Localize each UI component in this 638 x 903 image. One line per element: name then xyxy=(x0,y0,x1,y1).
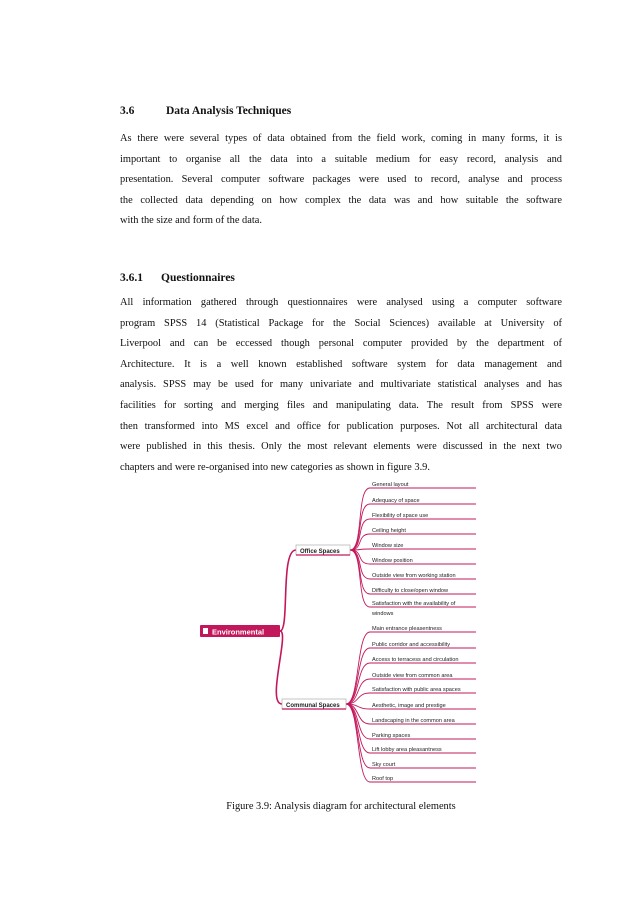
branch-connector xyxy=(276,631,282,704)
item-connector xyxy=(350,550,370,564)
paragraph-line: analysis. SPSS may be used for many univariate and multivariate statistical analyses and has xyxy=(120,379,562,391)
section-title: Data Analysis Techniques xyxy=(166,105,292,117)
item-connector xyxy=(346,648,370,704)
item-label: Difficulty to close/open window xyxy=(372,588,449,594)
mind-map-figure xyxy=(200,478,488,784)
item-label: Satisfaction with the availability of xyxy=(372,601,456,607)
item-label: Main entrance pleasentness xyxy=(372,626,442,632)
item-label: Roof top xyxy=(372,776,394,782)
item-connector xyxy=(350,488,370,550)
item-label: Window size xyxy=(372,543,404,549)
paragraph-line: chapters and were re-organised into new categories as shown in figure 3.9. xyxy=(120,461,430,473)
section-number: 3.6 xyxy=(120,105,135,117)
paragraph-line: program SPSS 14 (Statistical Package for the Social Sciences) available at University of xyxy=(120,317,562,329)
paragraph-line: Liverpool and can be eccessed though personal computer provided by the department of xyxy=(120,338,562,350)
branch-communal xyxy=(276,626,476,782)
root-node xyxy=(200,625,280,637)
branch-office xyxy=(280,482,476,631)
item-label: Ceiling height xyxy=(372,528,406,534)
branch-connector xyxy=(280,550,296,631)
item-label: Window position xyxy=(372,558,413,564)
paragraph-line: were published in this thesis. Only the most relevant elements were discussed in the next two xyxy=(120,441,562,453)
item-label: General layout xyxy=(372,482,409,488)
section-paragraph xyxy=(120,129,562,232)
paragraph-line: facilities for sorting and merging files and manipulating data. The result from SPSS were xyxy=(120,399,562,411)
item-label: Parking spaces xyxy=(372,733,411,739)
paragraph-line: with the size and form of the data. xyxy=(120,215,262,227)
root-node-label: Environmental xyxy=(212,627,265,637)
paragraph-line: important to organise all the data into a suitable medium for easy record, analysis and xyxy=(120,153,562,165)
subsection-paragraph xyxy=(120,293,562,478)
item-label: Aesthetic, image and prestige xyxy=(372,703,446,709)
subsection-heading xyxy=(120,272,235,284)
subsection-title: Questionnaires xyxy=(161,272,235,284)
item-label: windows xyxy=(372,611,394,617)
item-label: Outside view from working station xyxy=(372,573,456,579)
item-connector xyxy=(346,704,370,782)
item-label: Sky court xyxy=(372,762,396,768)
branch-node-label: Communal Spaces xyxy=(286,703,340,709)
item-label: Landscaping in the common area xyxy=(372,718,455,724)
paragraph-line: Architecture. It is a well known established software system for data management and xyxy=(120,358,562,370)
item-label: Satisfaction with public area spaces xyxy=(372,687,461,693)
section-heading xyxy=(120,105,291,117)
branch-node-label: Office Spaces xyxy=(300,549,340,555)
paragraph-line: the collected data depending on how complex the data was and how suitable the software xyxy=(120,194,562,206)
item-label: Adequacy of space xyxy=(372,498,420,504)
paragraph-line: All information gathered through questionnaires were analysed using a computer software xyxy=(120,297,562,308)
figure-caption: Figure 3.9: Analysis diagram for architectural elements xyxy=(226,801,456,812)
paragraph-line: As there were several types of data obtained from the field work, coming in many forms, it is xyxy=(120,133,562,144)
mind-map-diagram xyxy=(200,478,488,784)
item-label: Public corridor and accessibility xyxy=(372,642,451,648)
item-label: Outside view from common area xyxy=(372,673,453,679)
subsection-number: 3.6.1 xyxy=(120,272,143,284)
paragraph-line: presentation. Several computer software packages were used to record, analyse and process xyxy=(120,174,562,186)
root-node-icon xyxy=(203,628,208,634)
paragraph-line: then transformed into MS excel and office for publication purposes. Not all architectural data xyxy=(120,420,562,432)
item-label: Lift lobby area pleasantness xyxy=(372,747,442,753)
item-label: Access to terracess and circulation xyxy=(372,657,459,663)
item-label: Flexibility of space use xyxy=(372,513,429,519)
